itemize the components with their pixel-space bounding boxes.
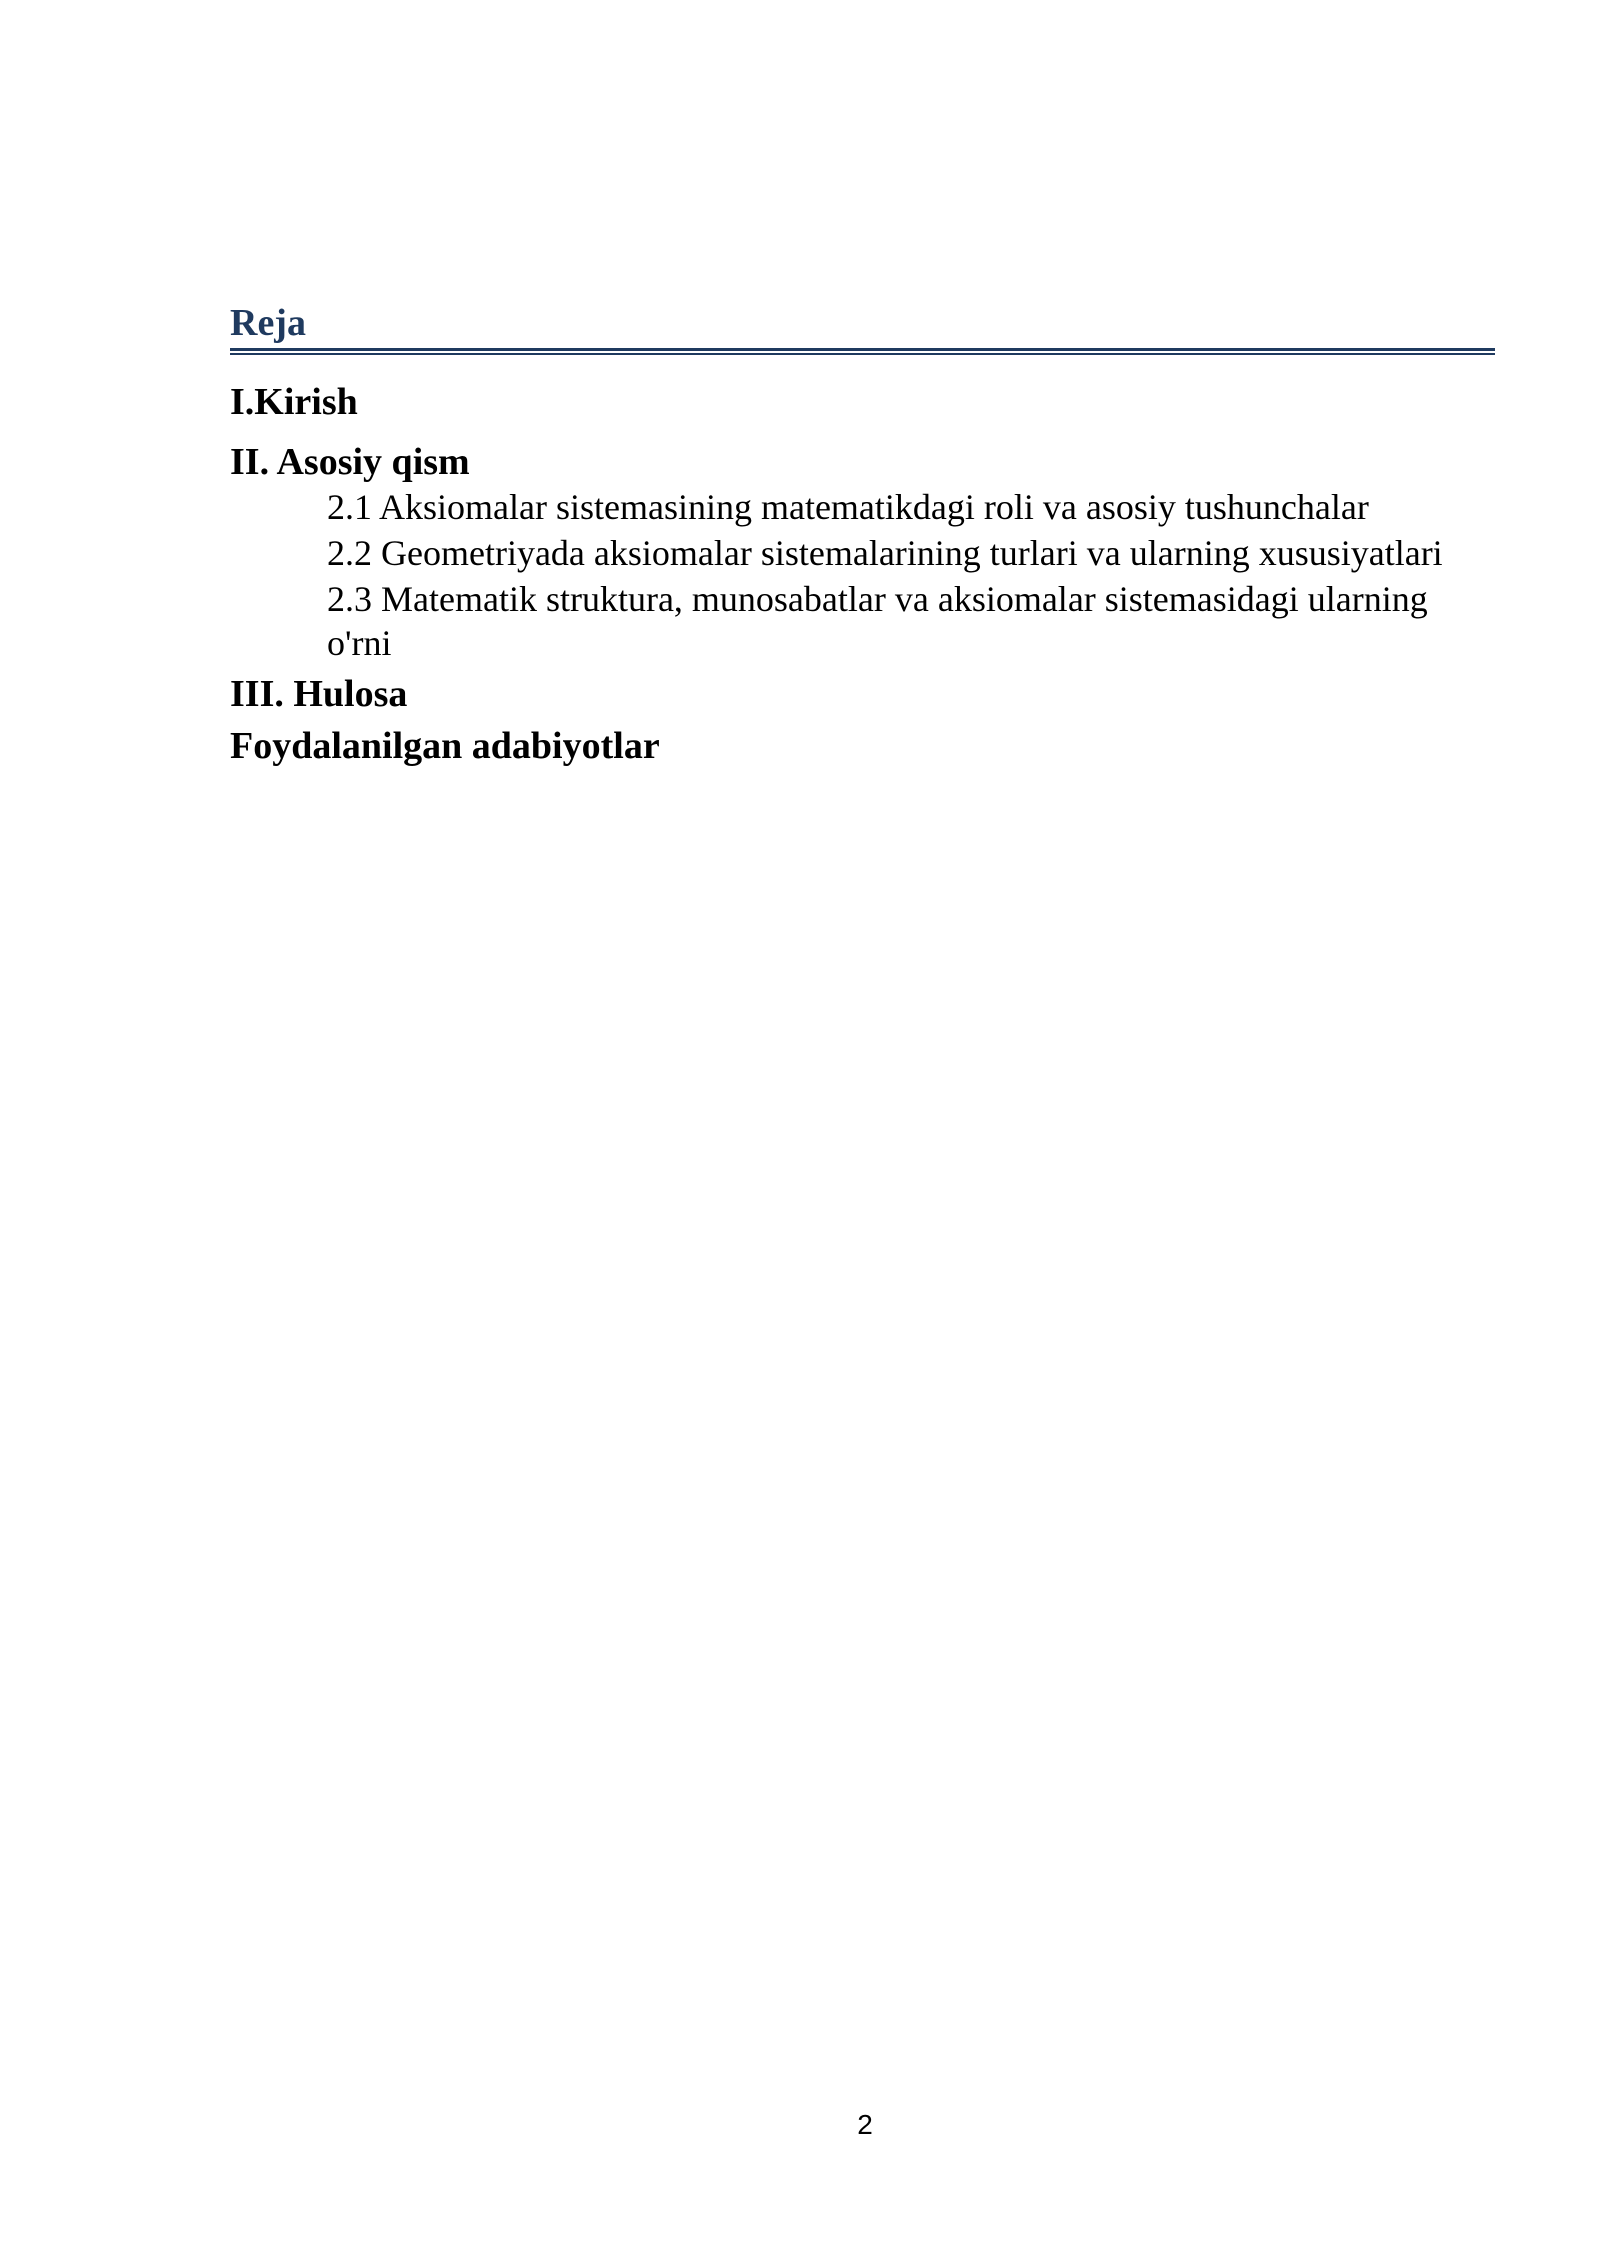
toc-item-hulosa: III. Hulosa (230, 673, 408, 715)
toc-subsection-list (230, 485, 1495, 665)
page-number: 2 (857, 2109, 873, 2140)
toc-subitem-2-1: 2.1 Aksiomalar sistemasining matematikdagi roli va asosiy tushunchalar (327, 487, 1369, 527)
toc-subitem-2-3: 2.3 Matematik struktura, munosabatlar va aksiomalar sistemasidagi ularning o'rni (327, 579, 1428, 663)
plan-heading: Reja (230, 302, 306, 344)
toc-item-adabiyotlar: Foydalanilgan adabiyotlar (230, 725, 660, 767)
toc-item-asosiy-qism: II. Asosiy qism (230, 441, 470, 483)
heading-double-rule (230, 348, 1495, 355)
toc-item-kirish: I.Kirish (230, 381, 358, 423)
toc-subitem-2-2: 2.2 Geometriyada aksiomalar sistemalarining turlari va ularning xususiyatlari (327, 533, 1443, 573)
page-content (230, 300, 1495, 769)
